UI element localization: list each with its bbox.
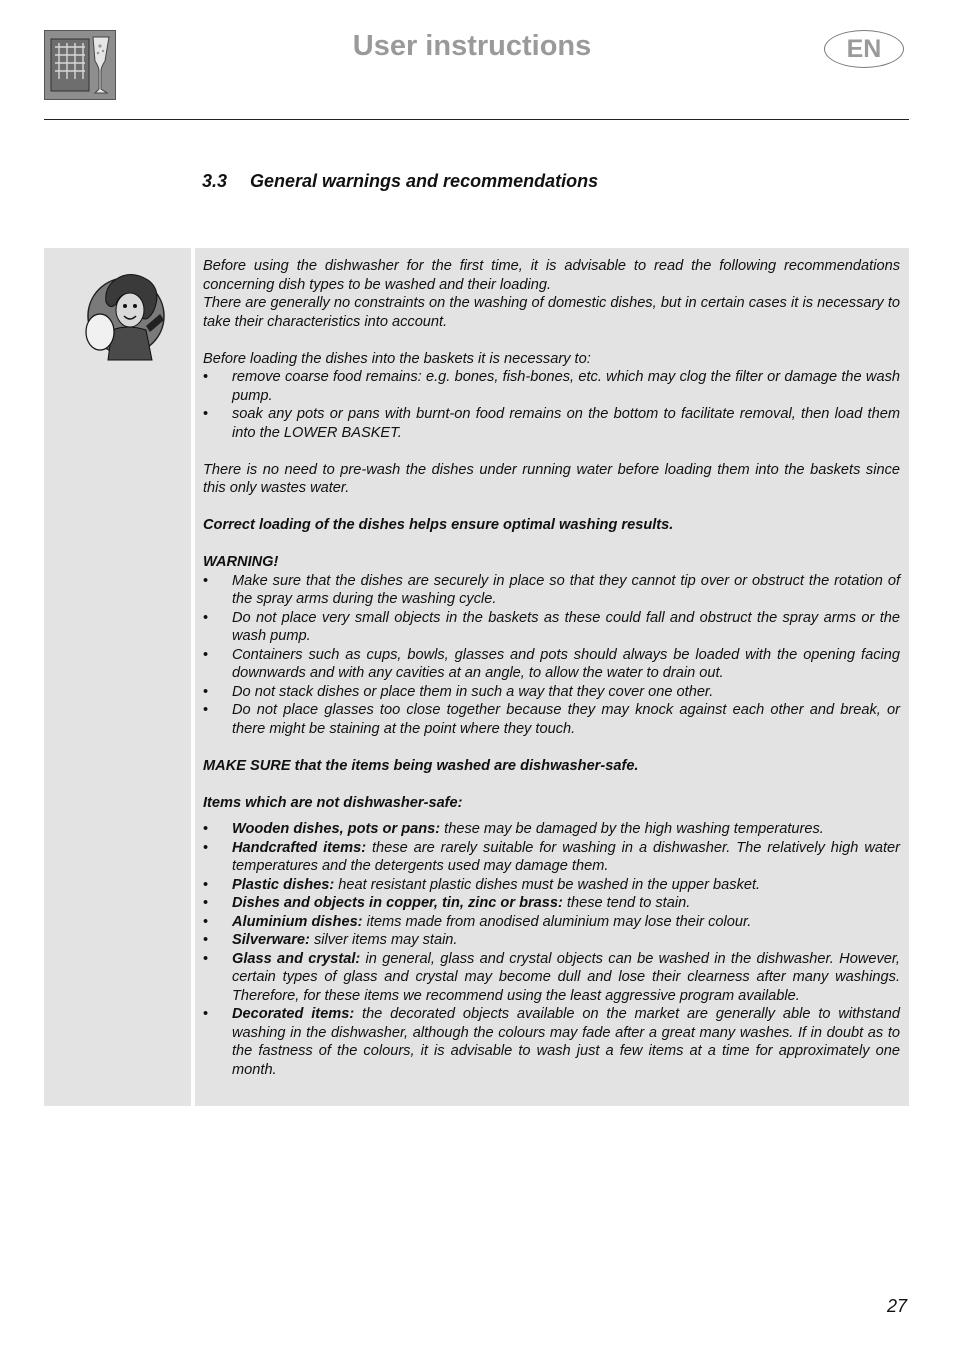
list-item: • Decorated items: the decorated objects available on the market are generally able to withstand washing in the dishwasher, although the colours may fade after a great many washes. If in doubt as to the fastness of the colours, it is advisable to wash just a few items at a time for approximately one month.	[203, 1005, 900, 1079]
section-title: General warnings and recommendations	[250, 171, 599, 191]
language-badge: EN	[824, 30, 904, 68]
list-item: • remove coarse food remains: e.g. bones, fish-bones, etc. which may clog the filter or damage the wash pump.	[203, 368, 900, 405]
section-number: 3.3	[202, 171, 228, 191]
section-heading	[202, 171, 598, 192]
list-item: • soak any pots or pans with burnt-on food remains on the bottom to facilitate removal, then load them into the LOWER BASKET.	[203, 405, 900, 442]
list-item: • Dishes and objects in copper, tin, zinc or brass: these tend to stain.	[203, 894, 900, 913]
not-safe-list	[203, 820, 900, 1079]
list-item: • Silverware: silver items may stain.	[203, 931, 900, 950]
list-item: • Aluminium dishes: items made from anodised aluminium may lose their colour.	[203, 913, 900, 932]
panel-sidebar	[44, 248, 191, 1106]
before-loading-list	[203, 368, 900, 442]
make-sure-note: MAKE SURE that the items being washed are dishwasher-safe.	[203, 757, 639, 774]
list-item: • Make sure that the dishes are securely in place so that they cannot tip over or obstruct the rotation of the spray arms during the washing cycle.	[203, 572, 900, 609]
content-panel	[44, 248, 909, 1106]
list-item: • Handcrafted items: these are rarely suitable for washing in a dishwasher. The relatively high water temperatures and the detergents used may damage them.	[203, 839, 900, 876]
list-item: • Glass and crystal: in general, glass and crystal objects can be washed in the dishwasher. However, certain types of glass and crystal may become dull and lose their clearness after many washings. Therefore, for these items we recommend using the least aggressive program available.	[203, 950, 900, 1006]
list-item: • Do not stack dishes or place them in such a way that they cover one other.	[203, 683, 900, 702]
page-title: User instructions	[352, 30, 592, 62]
not-safe-title: Items which are not dishwasher-safe:	[203, 794, 463, 811]
prewash-note: There is no need to pre-wash the dishes under running water before loading them into the baskets since this only wastes water.	[203, 461, 900, 496]
list-item: • Do not place glasses too close together because they may knock against each other and break, or there might be staining at the point where they touch.	[203, 701, 900, 738]
list-item: • Plastic dishes: heat resistant plastic dishes must be washed in the upper basket.	[203, 876, 900, 895]
list-item: • Do not place very small objects in the baskets as these could fall and obstruct the spray arms or the wash pump.	[203, 609, 900, 646]
before-loading-title: Before loading the dishes into the baskets it is necessary to:	[203, 350, 591, 367]
panel-text	[195, 248, 909, 1106]
intro-paragraph-2: There are generally no constraints on the washing of domestic dishes, but in certain cases it is necessary to take their characteristics into account.	[203, 295, 900, 330]
warning-title: WARNING!	[203, 554, 279, 570]
intro-paragraph-1: Before using the dishwasher for the first time, it is advisable to read the following recommendations concerning dish types to be washed and their loading.	[203, 258, 900, 293]
list-item: • Containers such as cups, bowls, glasses and pots should always be loaded with the opening facing downwards and with any cavities at an angle, to allow the water to drain out.	[203, 646, 900, 683]
warning-list	[203, 572, 900, 739]
list-item: • Wooden dishes, pots or pans: these may be damaged by the high washing temperatures.	[203, 820, 900, 839]
page-number: 27	[887, 1296, 908, 1316]
mascot-woman-icon	[82, 270, 172, 366]
header-divider	[44, 119, 909, 120]
correct-loading-note: Correct loading of the dishes helps ensure optimal washing results.	[203, 517, 674, 533]
